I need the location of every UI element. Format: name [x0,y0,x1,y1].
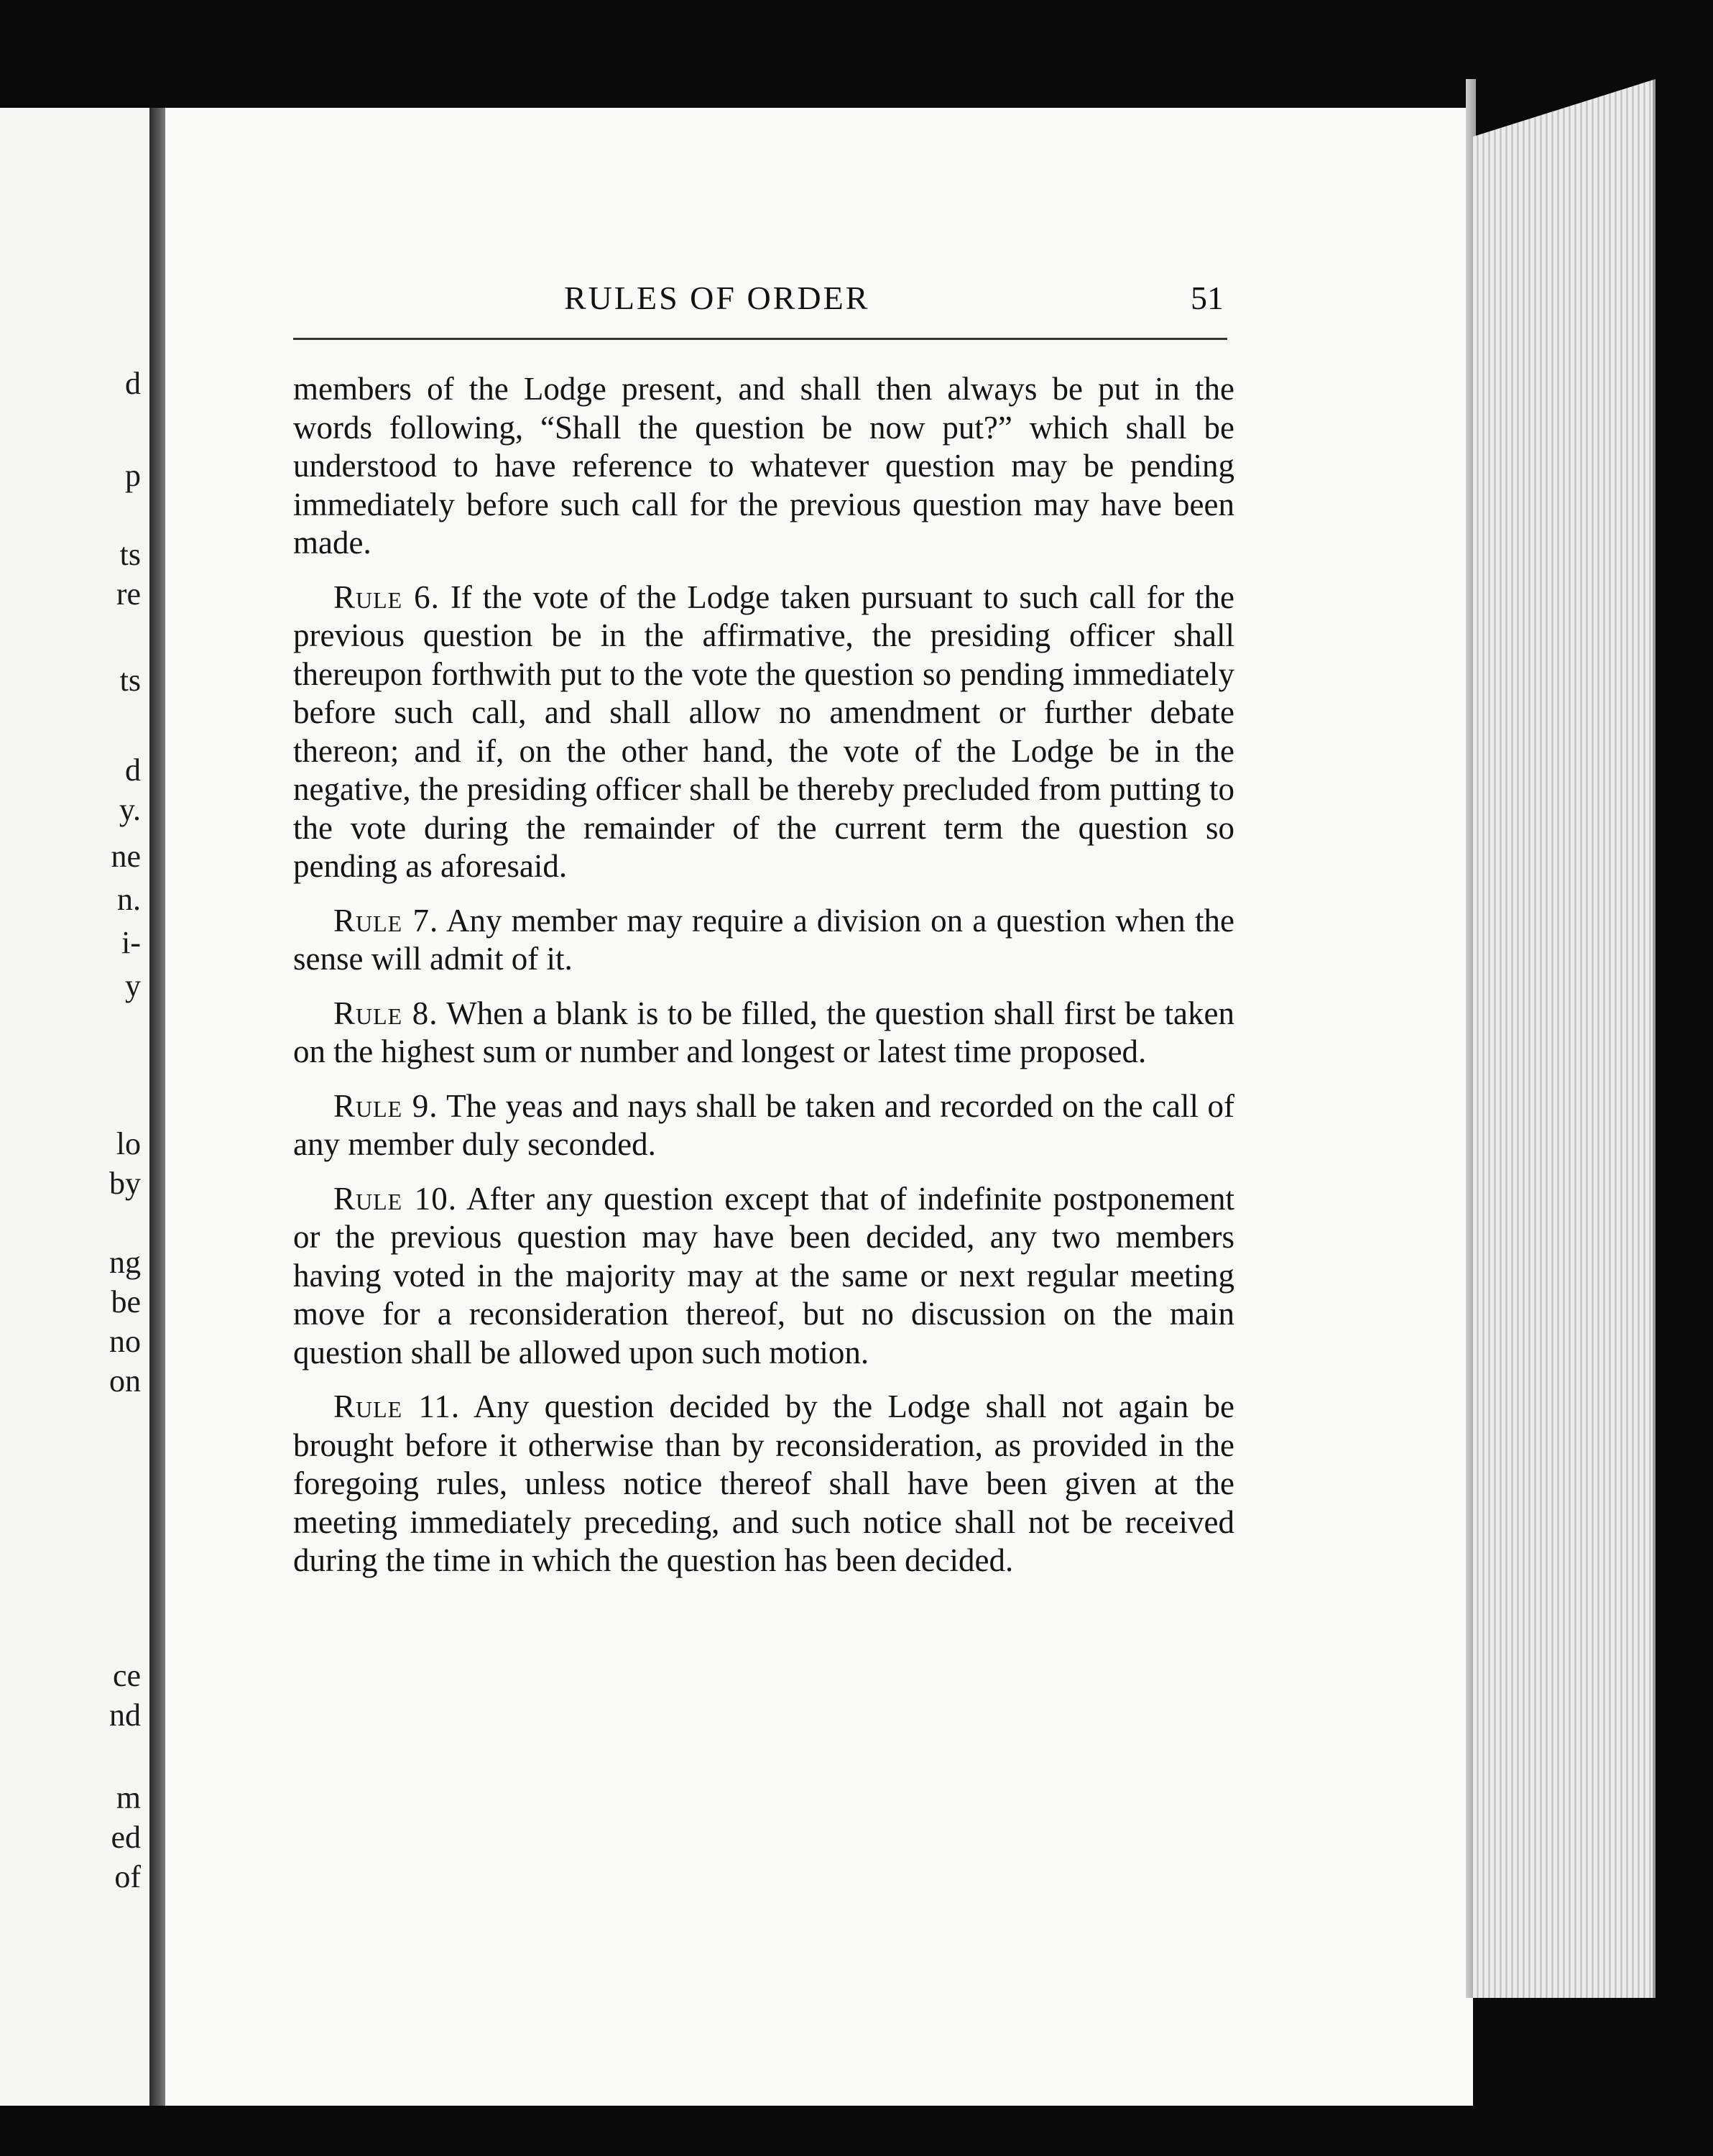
margin-fragment: y. [119,792,141,827]
running-head-title: RULES OF ORDER [564,280,870,316]
margin-fragment: n. [117,882,141,917]
margin-fragment: re [116,576,141,612]
rule-6-paragraph [293,579,1234,886]
paragraph-text: If the vote of the Lodge taken pursuant to such call for the previous question be in the affirmative, the presiding officer shall thereupon forthwith put to the vote the question so pending immediately before such call, and shall allow no amendment or further debate thereon; and if, on the other hand, the vote of the Lodge be in the negative, the presiding officer shall be thereby precluded from putting to the vote during the remainder of the current term the question so pending as aforesaid. [293,579,1234,884]
margin-fragment: ts [119,537,141,572]
rule-8-paragraph [293,995,1234,1072]
book-gutter [149,108,165,2106]
rule-label: Rule 6. [333,579,440,615]
header-rule [293,338,1227,340]
paragraph-text: The yeas and nays shall be taken and recorded on the call of any member duly seconded. [293,1087,1234,1162]
margin-fragment: nd [109,1697,141,1733]
margin-fragment: ed [111,1820,141,1855]
margin-fragment: d [125,366,141,401]
margin-fragment: by [109,1166,141,1201]
rule-label: Rule 10. [333,1180,458,1217]
margin-fragment: m [116,1780,141,1815]
running-head [291,279,1232,322]
margin-fragment: of [114,1859,141,1894]
margin-fragment: ce [112,1658,141,1693]
paragraph-text: When a blank is to be filled, the question shall first be taken on the highest sum or number and longest or latest time proposed. [293,995,1234,1069]
rule-10-paragraph [293,1180,1234,1373]
rule-11-paragraph [293,1388,1234,1580]
rule-label: Rule 8. [333,995,438,1031]
rule-label: Rule 9. [333,1087,438,1124]
margin-fragment: on [109,1363,141,1399]
rule-7-paragraph [293,902,1234,979]
margin-fragment: no [109,1324,141,1359]
facing-page-left [0,108,149,2106]
margin-fragment: ne [111,839,141,874]
margin-fragment: ng [109,1245,141,1280]
paragraph-text: Any question decided by the Lodge shall not again be brought before it otherwise than by reconsideration, as provided in the foregoing rules, unless notice thereof shall have been given at the meeting immediately preceding, and such notice shall not be received during the time in which the question has been decided. [293,1388,1234,1578]
margin-fragment: be [111,1284,141,1319]
paragraph-text: members of the Lodge present, and shall then always be put in the words following, “Shall the question be now put?” which shall be understood to have reference to whatever question may be pending immediately before such call for the previous question may have been made. [293,371,1234,561]
margin-fragment: lo [116,1126,141,1161]
rule-label: Rule 11. [333,1388,461,1424]
paragraph-text: Any member may require a division on a question when the sense will admit of it. [293,902,1234,977]
rule-9-paragraph [293,1087,1234,1164]
margin-fragment: y [125,968,141,1003]
margin-fragment: i- [121,925,141,960]
paragraph-continued [293,370,1234,563]
rule-label: Rule 7. [333,902,439,939]
margin-fragment: d [125,752,141,788]
page-number: 51 [1191,280,1224,316]
page-stack-edges [1473,79,1656,1998]
paragraph-text: After any question except that of indefinite postponement or the previous question may have been decided, any two members having voted in the majority may at the same or next regular meeting move for a reconsideration thereof, but no discussion on the main question shall be allowed upon such motion. [293,1180,1234,1370]
body-text [293,370,1234,1596]
margin-fragment: p [125,458,141,493]
margin-fragment: ts [119,663,141,698]
